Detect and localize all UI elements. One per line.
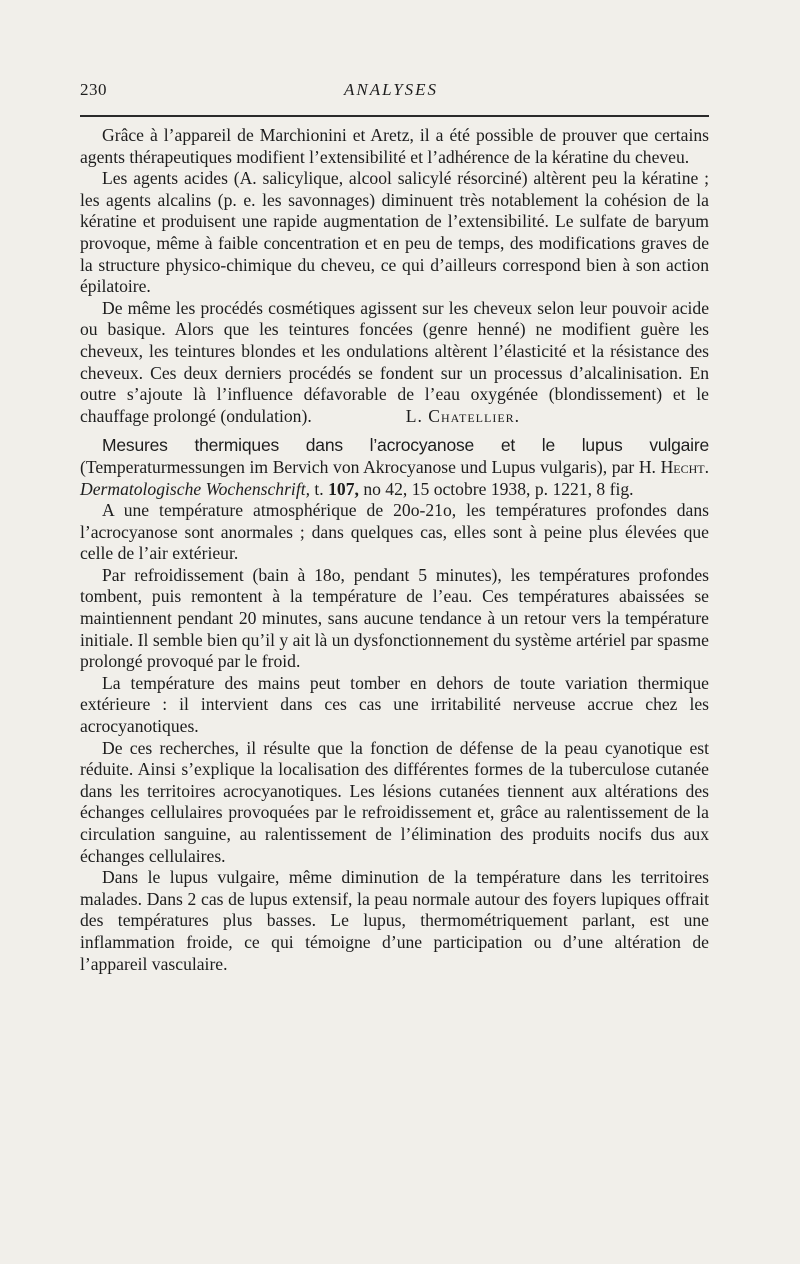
citation-line (80, 435, 709, 500)
review-hecht (80, 435, 709, 975)
header-rule (80, 115, 709, 117)
page-header (80, 80, 702, 106)
page-number: 230 (80, 80, 107, 99)
volume-prefix: t. (314, 478, 324, 499)
paragraph: Dans le lupus vulgaire, même diminution de la température dans les territoires malades. Dans 2 cas de lupus extensif, la peau normale autour des foyers lupiques offrait des températures plus basses. Le lupus, thermométriquement parlant, est une inflammation froide, ce qui témoigne d’une participation ou d’une altération de l’appareil vasculaire. (80, 867, 709, 974)
paragraph: Par refroidissement (bain à 18o, pendant 5 minutes), les températures profondes tombent, puis remontent à la température de l’eau. Ces températures abaissées se maintiennent pendant 20 minutes, sans aucune tendance à un retour vers la température initiale. Il semble bien qu’il y ait là un dysfonctionnement du système artériel par spasme prolongé provoqué par le froid. (80, 564, 709, 672)
paragraph: De ces recherches, il résulte que la fonction de défense de la peau cyanotique est réduite. Ainsi s’explique la localisation des différentes formes de la tuberculose cutanée dans les territoires acrocyanotiques. Les lésions cutanées tiennent aux altérations des échanges cellulaires provoquées par le refroidissement et, grâce au ralentissement de la circulation sanguine, au ralentissement de l’élimination des produits nocifs dus aux échanges cellulaires. (80, 737, 709, 866)
paragraph-text: De même les procédés cosmétiques agissent sur les cheveux selon leur pouvoir acide ou basique. Alors que les teintures foncées (genre henné) ne modifient guère les cheveux, les teintures blondes et les ondulations altèrent l’élasticité et la résistance des cheveux. Ces deux derniers procédés se fondent sur un processus d’alcalinisation. En outre s’ajoute là l’influence défavorable de l’eau oxygénée (blondissement) et le chauffage prolongé (ondulation). (80, 297, 709, 426)
page-body (80, 125, 709, 975)
paragraph: A une température atmosphérique de 20o-21o, les températures profondes dans l’acrocyanose sont anormales ; dans quelques cas, elles sont à peine plus élevées que celle de l’air extérieur. (80, 500, 709, 564)
review-author: H. Hecht. (638, 456, 710, 477)
original-title: (Temperaturmessungen im Bervich von Akrocyanose und Lupus vulgaris), (80, 456, 608, 477)
paragraph: Les agents acides (A. salicylique, alcool salicylé résorciné) altèrent peu la kératine ; les agents alcalins (p. e. les savonnages) diminuent très notablement la cohésion de la kératine et produisent une rapide augmentation de l’extensibilité. Le sulfate de baryum provoque, même à faible concentration et en peu de temps, des modifications graves de la structure physico-chimique du cheveu, ce qui d’ailleurs correspond bien à son action épilatoire. (80, 168, 709, 297)
review-author: L. Chatellier. (405, 405, 521, 426)
journal-name: Dermatologische Wochenschrift, (80, 478, 310, 499)
running-head: ANALYSES (343, 80, 439, 99)
volume-number: 107, (328, 478, 359, 499)
citation-by: par (611, 456, 635, 477)
pages: p. 1221, 8 fig. (534, 478, 634, 499)
paragraph: La température des mains peut tomber en dehors de toute variation thermique extérieure : il intervient dans ces cas une irritabilité nerveuse accrue chez les acrocyanotiques. (80, 672, 709, 737)
review-heading (80, 435, 709, 500)
review-marchionini (80, 125, 709, 427)
review-title: Mesures thermiques dans l’acrocyanose et le lupus vulgaire (102, 435, 709, 456)
issue-date: no 42, 15 octobre 1938, (363, 478, 531, 499)
paragraph: Grâce à l’appareil de Marchionini et Aretz, il a été possible de prouver que certains agents thérapeutiques modifient l’extensibilité et l’adhérence de la kératine du cheveu. (80, 125, 709, 167)
paragraph (80, 298, 709, 428)
